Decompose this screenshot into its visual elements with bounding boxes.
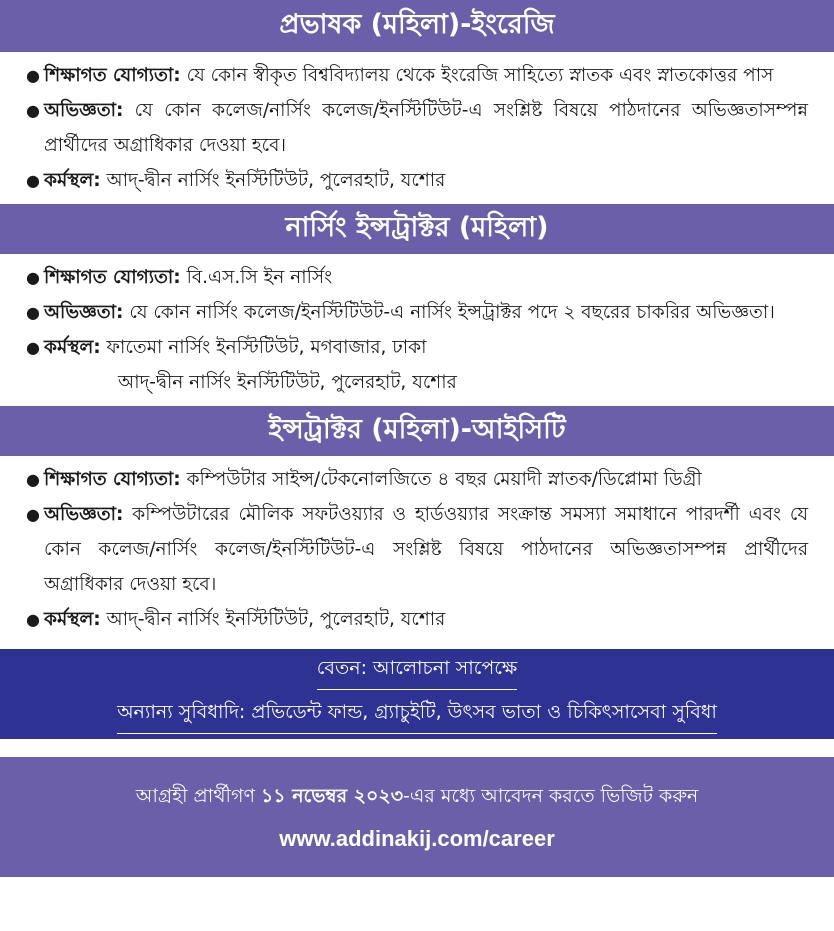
salary-text: বেতন: আলোচনা সাপেক্ষে [317, 654, 518, 690]
section-nursing-instructor [0, 204, 834, 406]
item-text: আদ্-দ্বীন নার্সিং ইনস্টিটিউট, পুলেরহাট, যশোর [100, 170, 446, 191]
section-body [0, 456, 834, 643]
list-item [26, 260, 808, 295]
bullet-icon: ● [26, 268, 40, 287]
item-label: শিক্ষাগত যোগ্যতা: [44, 267, 181, 288]
bullet-icon: ● [26, 303, 40, 322]
apply-instruction [136, 782, 699, 814]
item-label: শিক্ষাগত যোগ্যতা: [44, 469, 181, 490]
item-text: কম্পিউটারের মৌলিক সফটওয়্যার ও হার্ডওয়্যার সংক্রান্ত সমস্যা সমাধানে পারদর্শী এবং যে কোন কলেজ/নার্সিং কলেজ/ইনস্টিটিউট-এ সংশ্লিষ্ট বিষয়ে পাঠদানের অভিজ্ঞতাসম্পন্ন প্রার্থীদের অগ্রাধিকার দেওয়া হবে। [44, 504, 808, 595]
item-label: শিক্ষাগত যোগ্যতা: [44, 65, 181, 86]
section-lecturer-english [0, 0, 834, 204]
item-label: অভিজ্ঞতা: [44, 302, 124, 323]
item-text: ফাতেমা নার্সিং ইনস্টিটিউট, মগবাজার, ঢাকা [100, 337, 427, 358]
item-label: কর্মস্থল: [44, 609, 101, 630]
item-text: বি.এস.সি ইন নার্সিং [180, 267, 333, 288]
bullet-icon: ● [26, 470, 40, 489]
salary-benefits-box [0, 649, 834, 739]
item-label: অভিজ্ঞতা: [44, 504, 124, 525]
list-item [26, 93, 808, 163]
list-item [26, 58, 808, 93]
section-ict-instructor [0, 406, 834, 643]
item-text: যে কোন নার্সিং কলেজ/ইনস্টিটিউট-এ নার্সিং ইন্সট্রাক্টর পদে ২ বছরের চাকরির অভিজ্ঞতা। [123, 302, 775, 323]
bullet-icon: ● [26, 610, 40, 629]
section-body [0, 52, 834, 204]
bullet-icon: ● [26, 171, 40, 190]
bullet-icon: ● [26, 101, 40, 120]
item-label: কর্মস্থল: [44, 337, 101, 358]
item-text: আদ্-দ্বীন নার্সিং ইনস্টিটিউট, পুলেরহাট, যশোর [100, 609, 446, 630]
list-item [26, 330, 808, 365]
item-label: অভিজ্ঞতা: [44, 100, 124, 121]
list-item [26, 462, 808, 497]
workplace-second-line: আদ্-দ্বীন নার্সিং ইনস্টিটিউট, পুলেরহাট, যশোর [118, 372, 457, 393]
list-item [26, 602, 808, 637]
item-text: কম্পিউটার সাইন্স/টেকনোলজিতে ৪ বছর মেয়াদী স্নাতক/ডিপ্লোমা ডিগ্রী [180, 469, 702, 490]
list-item [26, 497, 808, 602]
apply-deadline: ১১ নভেম্বর ২০২৩ [260, 785, 404, 807]
item-label: কর্মস্থল: [44, 170, 101, 191]
benefits-text: অন্যান্য সুবিধাদি: প্রভিডেন্ট ফান্ড, গ্র্যাচুইটি, উৎসব ভাতা ও চিকিৎসাসেবা সুবিধা [117, 698, 717, 734]
section-title: ইন্সট্রাক্টর (মহিলা)-আইসিটি [0, 406, 834, 456]
bullet-icon: ● [26, 338, 40, 357]
item-text: যে কোন কলেজ/নার্সিং কলেজ/ইনস্টিটিউট-এ সংশ্লিষ্ট বিষয়ে পাঠদানের অভিজ্ঞতাসম্পন্ন প্রার্থীদের অগ্রাধিকার দেওয়া হবে। [44, 100, 808, 156]
apply-prefix: আগ্রহী প্রার্থীগণ [135, 785, 261, 807]
section-title: প্রভাষক (মহিলা)-ইংরেজি [0, 0, 834, 52]
bullet-icon: ● [26, 505, 40, 524]
section-body [0, 254, 834, 406]
list-item [26, 295, 808, 330]
bullet-icon: ● [26, 66, 40, 85]
apply-box [0, 757, 834, 877]
section-title: নার্সিং ইন্সট্রাক্টর (মহিলা) [0, 204, 834, 254]
apply-suffix: -এর মধ্যে আবেদন করতে ভিজিট করুন [403, 785, 699, 807]
item-text: যে কোন স্বীকৃত বিশ্ববিদ্যালয় থেকে ইংরেজি সাহিত্যে স্নাতক এবং স্নাতকোত্তর পাস [180, 65, 774, 86]
career-url-link[interactable]: www.addinakij.com/career [279, 826, 555, 851]
list-item [26, 163, 808, 198]
